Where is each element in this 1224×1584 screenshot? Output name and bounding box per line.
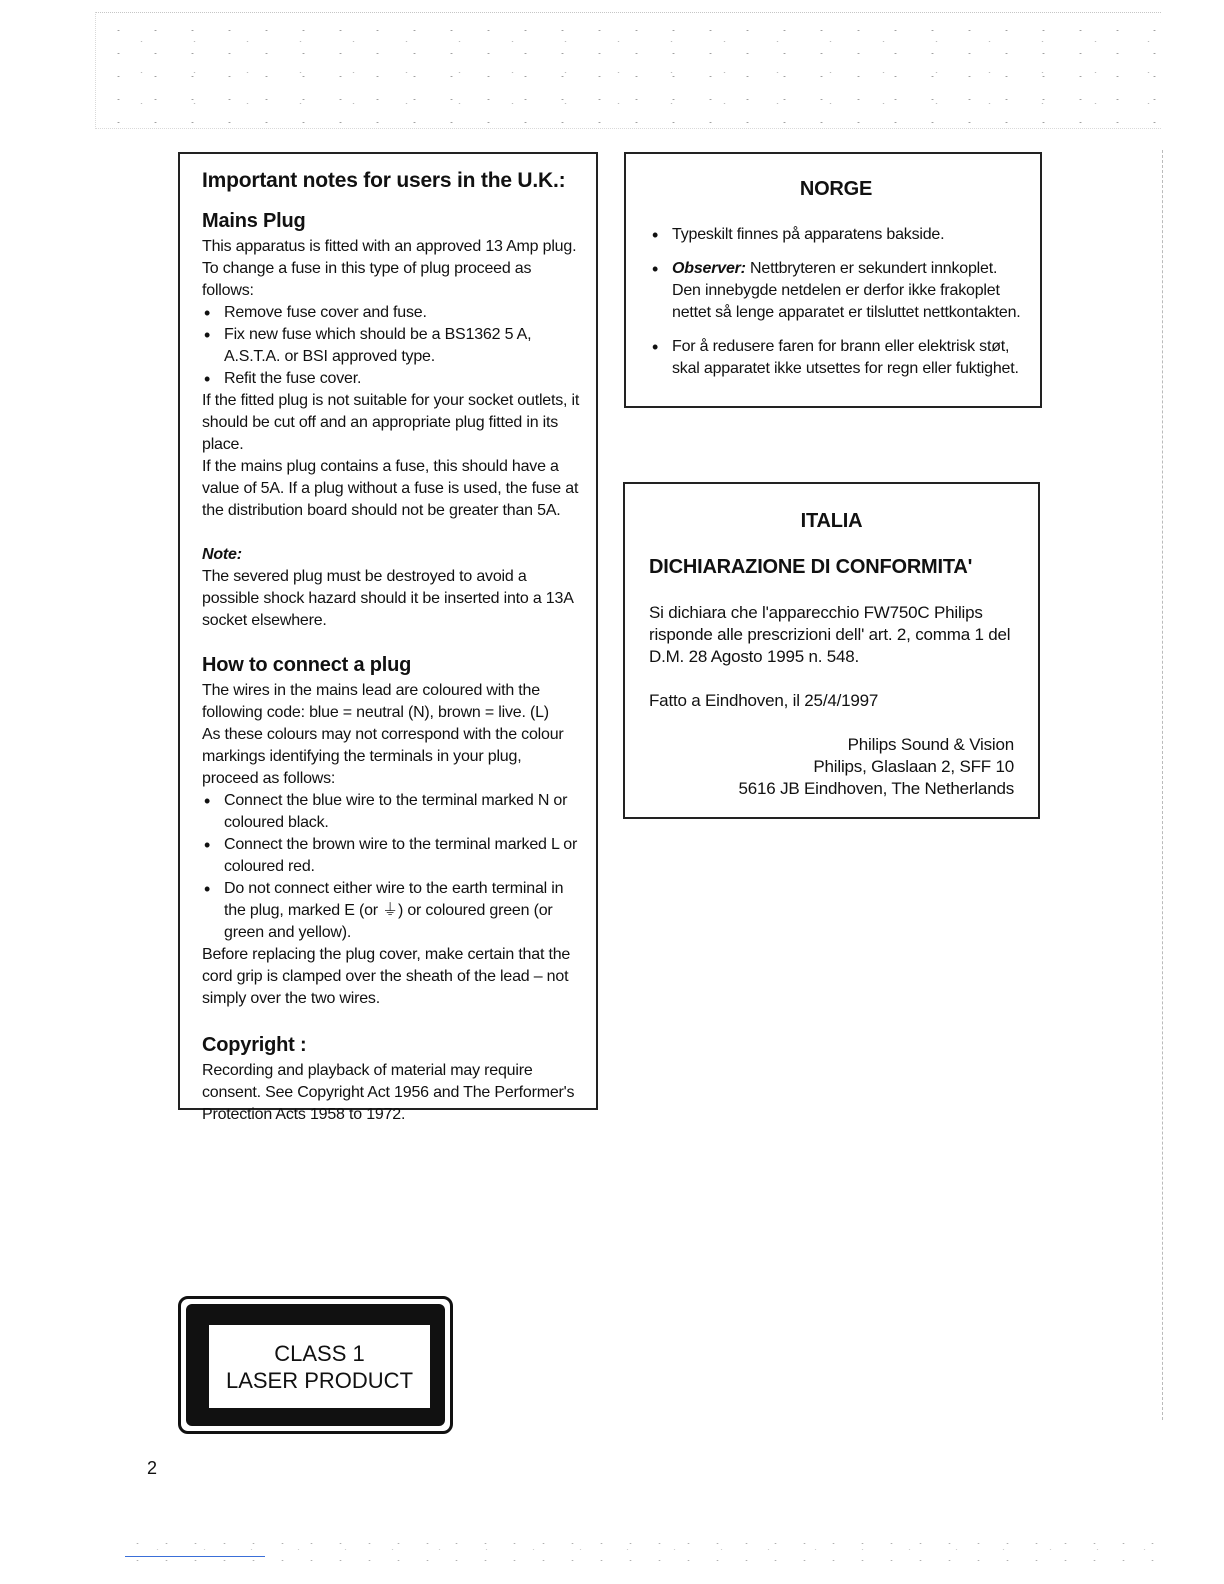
note-text: The severed plug must be destroyed to avoid a possible shock hazard should it be inserted into a 13A socket elsewhere. [202, 568, 573, 629]
list-item: • Remove fuse cover and fuse. [202, 302, 582, 324]
copyright-text: Recording and playback of material may require consent. See Copyright Act 1956 and The Performer's Protection Acts 1958 to 1972. [202, 1062, 575, 1123]
page-number: 2 [147, 1458, 158, 1478]
list-item: • Fix new fuse which should be a BS1362 5 A, A.S.T.A. or BSI approved type. [202, 324, 582, 368]
conformity-text: Si dichiara che l'apparecchio FW750C Philips risponde alle prescrizioni dell' art. 2, comma 1 del D.M. 28 Agosto 1995 n. 548. [649, 603, 1011, 666]
conformity-heading: DICHIARAZIONE DI CONFORMITA' [649, 556, 973, 578]
connect-para-2: As these colours may not correspond with the colour markings identifying the terminals in your plug, proceed as follows: [202, 726, 564, 787]
scan-artifact-line [125, 1556, 265, 1557]
scan-edge-marks [1162, 150, 1166, 1420]
list-item: • Connect the brown wire to the terminal marked L or coloured red. [202, 834, 582, 878]
address-line: 5616 JB Eindhoven, The Netherlands [738, 779, 1014, 798]
list-item: • Refit the fuse cover. [202, 368, 582, 390]
list-item [650, 258, 1022, 324]
note-heading: Note: [202, 546, 242, 563]
italia-heading: ITALIA [800, 510, 863, 532]
scan-noise-top [95, 12, 1161, 129]
connect-para-1: The wires in the mains lead are coloured with the following code: blue = neutral (N), brown = live. (L) [202, 682, 549, 721]
observer-label: Observer: [672, 260, 746, 277]
norge-heading: NORGE [799, 178, 873, 200]
laser-line-2: LASER PRODUCT [225, 1367, 414, 1393]
list-item: • Do not connect either wire to the earth terminal in the plug, marked E (or ⏚) or coloured green (or green and yellow). [202, 878, 582, 944]
mains-para-4: If the mains plug contains a fuse, this should have a value of 5A. If a plug without a fuse is used, the fuse at the distribution board should not be greater than 5A. [202, 458, 579, 519]
italia-box [623, 482, 1040, 819]
list-item: • Connect the blue wire to the terminal marked N or coloured black. [202, 790, 582, 834]
mains-para-1: This apparatus is fitted with an approved 13 Amp plug. [202, 238, 577, 255]
list-item: • Typeskilt finnes på apparatens bakside. [650, 224, 1022, 246]
norge-box [624, 152, 1042, 408]
norge-bullet-list [650, 224, 1022, 380]
laser-line-1: CLASS 1 [274, 1340, 365, 1366]
company-address [649, 734, 1014, 800]
uk-title: Important notes for users in the U.K.: [202, 169, 566, 192]
connect-bullet-list [202, 790, 582, 944]
conformity-place-date: Fatto a Eindhoven, il 25/4/1997 [649, 691, 879, 710]
laser-class-label [178, 1296, 453, 1434]
laser-label-frame [186, 1304, 445, 1426]
address-line: Philips, Glaslaan 2, SFF 10 [813, 757, 1014, 776]
mains-para-3: If the fitted plug is not suitable for your socket outlets, it should be cut off and an appropriate plug fitted in its place. [202, 392, 580, 453]
copyright-heading: Copyright : [202, 1034, 307, 1056]
address-line: Philips Sound & Vision [847, 735, 1014, 754]
laser-label-text [209, 1325, 430, 1408]
connect-plug-heading: How to connect a plug [202, 654, 412, 676]
connect-para-3: Before replacing the plug cover, make certain that the cord grip is clamped over the sheath of the lead – not simply over the two wires. [202, 946, 571, 1007]
observer-text: Nettbryteren er sekundert innkoplet. Den innebygde netdelen er derfor ikke frakoplet nettet så lenge apparatet er tilsluttet nettkontakten. [672, 260, 1021, 321]
mains-bullet-list [202, 302, 582, 390]
mains-para-2: To change a fuse in this type of plug proceed as follows: [202, 260, 532, 299]
mains-plug-heading: Mains Plug [202, 210, 306, 232]
uk-notes-box [178, 152, 598, 1123]
scan-noise-bottom [120, 1530, 1170, 1570]
list-item: • For å redusere faren for brann eller elektrisk støt, skal apparatet ikke utsettes for regn eller fuktighet. [650, 336, 1022, 380]
